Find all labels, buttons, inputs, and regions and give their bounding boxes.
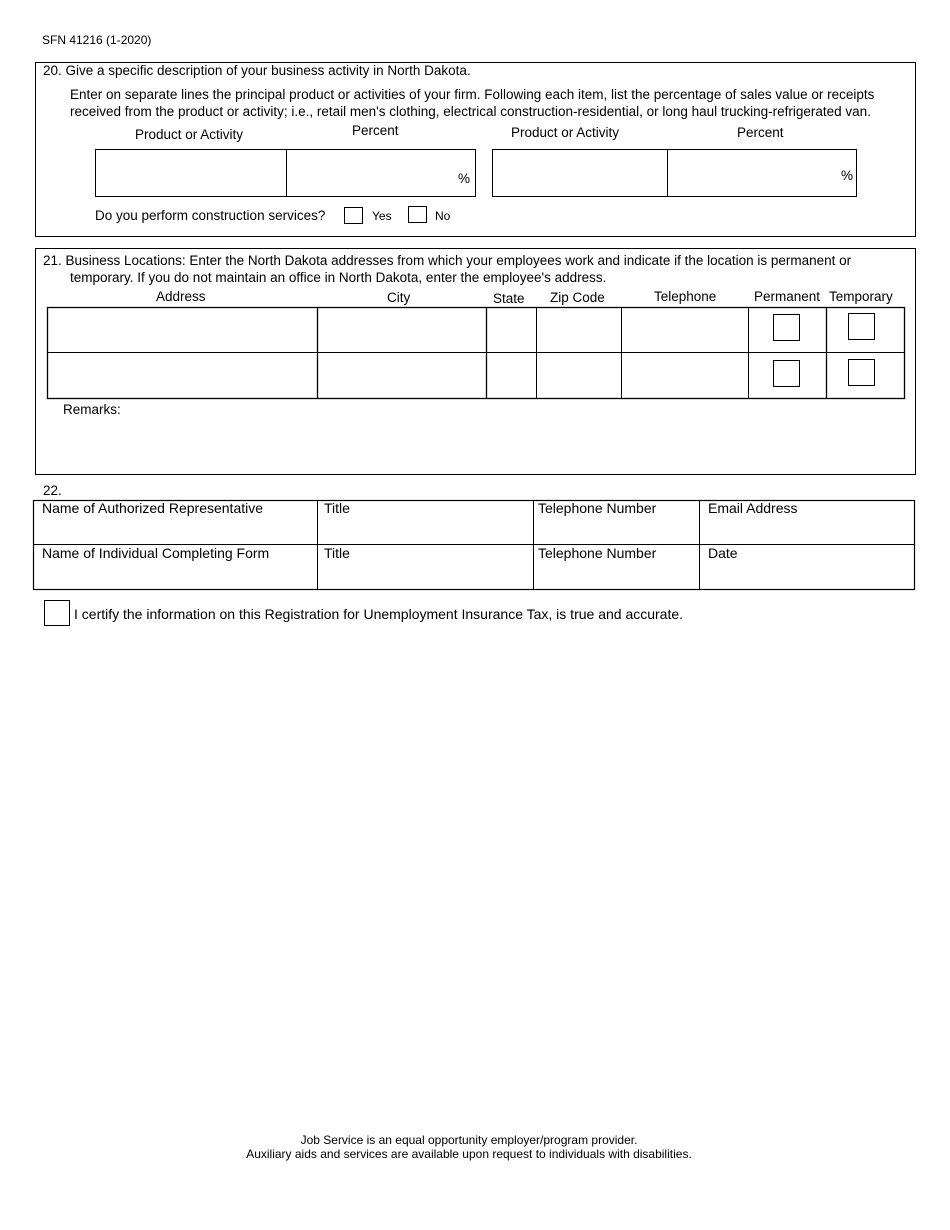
col-address: Address — [156, 289, 206, 304]
authorized-rep-name-label: Name of Authorized Representative — [42, 500, 264, 516]
q22-number: 22. — [43, 483, 62, 498]
construction-question: Do you perform construction services? — [95, 208, 326, 223]
col-permanent: Permanent — [754, 289, 821, 304]
authorized-rep-title-field[interactable] — [318, 518, 533, 544]
q20-instruction-line2: received from the product or activity; i.e., retail men's clothing, electrical construction-residential, or long haul trucking-refrigerated van. — [70, 104, 871, 119]
authorized-rep-title-label: Title — [324, 500, 350, 516]
col-city: City — [387, 290, 411, 305]
col-state: State — [493, 291, 525, 306]
q21-heading-line2: temporary. If you do not maintain an office in North Dakota, enter the employee's address. — [70, 270, 607, 285]
completer-date-field[interactable] — [700, 563, 914, 589]
q21-heading-line1: 21. Business Locations: Enter the North Dakota addresses from which your employees work and indicate if the location is permanent or — [43, 253, 852, 268]
q20-col-product-right: Product or Activity — [511, 125, 620, 140]
percent-sign-left: % — [458, 171, 471, 186]
completer-phone-field[interactable] — [534, 563, 699, 589]
construction-no-label: No — [435, 209, 451, 223]
completer-phone-label: Telephone Number — [538, 545, 657, 561]
completer-title-label: Title — [324, 545, 350, 561]
certify-checkbox[interactable] — [44, 600, 70, 626]
authorized-rep-name-field[interactable] — [34, 518, 317, 544]
authorized-rep-email-field[interactable] — [700, 518, 914, 544]
q20-instruction-line1: Enter on separate lines the principal product or activities of your firm. Following each item, list the percentage of sales value or receipts — [70, 87, 875, 102]
q20-heading: 20. Give a specific description of your business activity in North Dakota. — [43, 63, 471, 78]
footer-line2: Auxiliary aids and services are available upon request to individuals with disabilities. — [246, 1147, 692, 1161]
construction-yes-label: Yes — [372, 209, 392, 223]
authorized-rep-email-label: Email Address — [708, 500, 798, 516]
certify-text: I certify the information on this Registration for Unemployment Insurance Tax, is true and accurate. — [74, 606, 684, 622]
completer-name-label: Name of Individual Completing Form — [42, 545, 270, 561]
completer-date-label: Date — [708, 545, 738, 561]
q20-col-product-left: Product or Activity — [135, 127, 244, 142]
q20-col-percent-left: Percent — [352, 123, 399, 138]
authorized-rep-phone-label: Telephone Number — [538, 500, 657, 516]
footer-line1: Job Service is an equal opportunity employer/program provider. — [300, 1133, 638, 1147]
remarks-label: Remarks: — [63, 402, 121, 417]
percent-sign-right: % — [841, 168, 854, 183]
form-id: SFN 41216 (1-2020) — [42, 33, 152, 47]
authorized-rep-phone-field[interactable] — [534, 518, 699, 544]
col-telephone: Telephone — [654, 289, 717, 304]
q20-col-percent-right: Percent — [737, 125, 784, 140]
col-zip: Zip Code — [550, 290, 605, 305]
completer-name-field[interactable] — [34, 563, 317, 589]
col-temporary: Temporary — [829, 289, 893, 304]
completer-title-field[interactable] — [318, 563, 533, 589]
